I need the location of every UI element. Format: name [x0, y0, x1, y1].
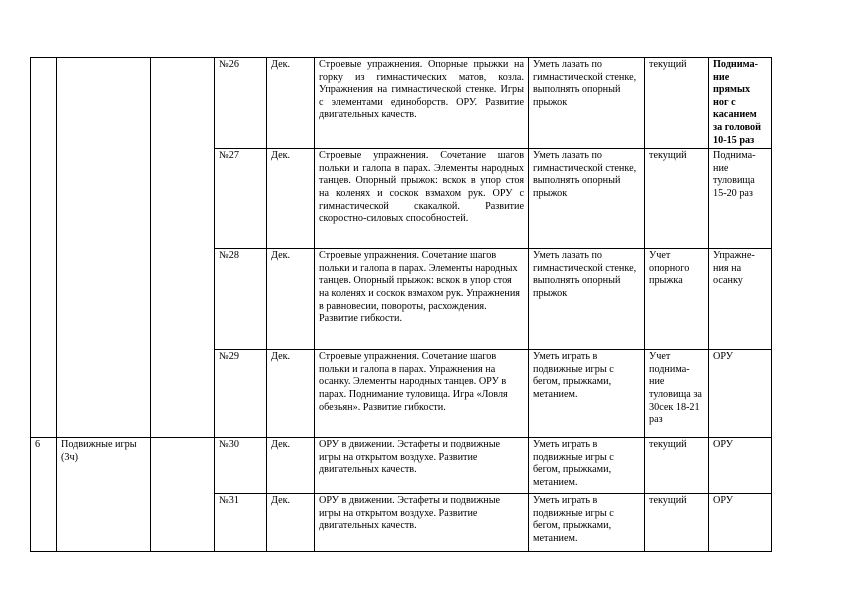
control-type-cell: Учет опорного прыжка [645, 249, 709, 350]
control-type-cell: текущий [645, 494, 709, 552]
lesson-content-cell: Строевые упражнения. Опорные прыжки на горку из гимнастических матов, козла. Упражнения на гимнастической стенке. Игры с элементами единоборств. ОРУ. Развитие двигательных качеств. [315, 58, 529, 149]
homework-cell: Упражне-ния на осанку [709, 249, 772, 350]
homework-cell: Поднима-ние туловища 15-20 раз [709, 149, 772, 249]
section-title-cell: Подвижные игры (3ч) [57, 438, 151, 552]
homework-cell: Поднима-ние прямых ног с касанием за головой 10-15 раз [709, 58, 772, 149]
date-cell: Дек. [267, 58, 315, 149]
date-cell: Дек. [267, 494, 315, 552]
section-number-cell: 6 [31, 438, 57, 552]
table-row [31, 438, 772, 494]
lesson-number-cell: №28 [215, 249, 267, 350]
date-cell: Дек. [267, 149, 315, 249]
lesson-number-cell: №26 [215, 58, 267, 149]
requirements-cell: Уметь лазать по гимнастической стенке, выполнять опорный прыжок [529, 58, 645, 149]
lesson-number-cell: №27 [215, 149, 267, 249]
section-title-cell [57, 58, 151, 438]
control-type-cell: Учет поднима-ние туловища за 30сек 18-21 раз [645, 350, 709, 438]
lesson-content-cell: Строевые упражнения. Сочетание шагов польки и галопа в парах. Элементы народных танцев. Опорный прыжок: вскок в упор стоя на коленях и соскок взмахом рук. ОРУ с гимнастической скакалкой. Развитие скоростно-силовых способностей. [315, 149, 529, 249]
requirements-cell: Уметь играть в подвижные игры с бегом, прыжками, метанием. [529, 350, 645, 438]
lesson-number-cell: №30 [215, 438, 267, 494]
lesson-content-cell: ОРУ в движении. Эстафеты и подвижные игры на открытом воздухе. Развитие двигательных качеств. [315, 438, 529, 494]
lesson-number-cell: №31 [215, 494, 267, 552]
homework-cell: ОРУ [709, 350, 772, 438]
section-number-cell [31, 58, 57, 438]
requirements-cell: Уметь лазать по гимнастической стенке, выполнять опорный прыжок [529, 149, 645, 249]
lesson-content-cell: Строевые упражнения. Сочетание шагов польки и галопа в парах. Упражнения на осанку. Элементы народных танцев. ОРУ в парах. Поднимание туловища. Игра «Ловля обезьян». Развитие гибкости. [315, 350, 529, 438]
date-cell: Дек. [267, 438, 315, 494]
control-type-cell: текущий [645, 149, 709, 249]
control-type-cell: текущий [645, 58, 709, 149]
hours-cell [151, 58, 215, 438]
control-type-cell: текущий [645, 438, 709, 494]
date-cell: Дек. [267, 350, 315, 438]
lesson-plan-table [30, 57, 772, 552]
date-cell: Дек. [267, 249, 315, 350]
homework-cell: ОРУ [709, 494, 772, 552]
table-row [31, 58, 772, 149]
lesson-content-cell: Строевые упражнения. Сочетание шагов польки и галопа в парах. Элементы народных танцев. Опорный прыжок: вскок в упор стоя на коленях и соскок взмахом рук. Упражнения в равновесии, повороты, расхождения. Развитие гибкости. [315, 249, 529, 350]
lesson-number-cell: №29 [215, 350, 267, 438]
lesson-content-cell: ОРУ в движении. Эстафеты и подвижные игры на открытом воздухе. Развитие двигательных качеств. [315, 494, 529, 552]
homework-cell: ОРУ [709, 438, 772, 494]
requirements-cell: Уметь играть в подвижные игры с бегом, прыжками, метанием. [529, 494, 645, 552]
requirements-cell: Уметь играть в подвижные игры с бегом, прыжками, метанием. [529, 438, 645, 494]
hours-cell [151, 438, 215, 552]
requirements-cell: Уметь лазать по гимнастической стенке, выполнять опорный прыжок [529, 249, 645, 350]
